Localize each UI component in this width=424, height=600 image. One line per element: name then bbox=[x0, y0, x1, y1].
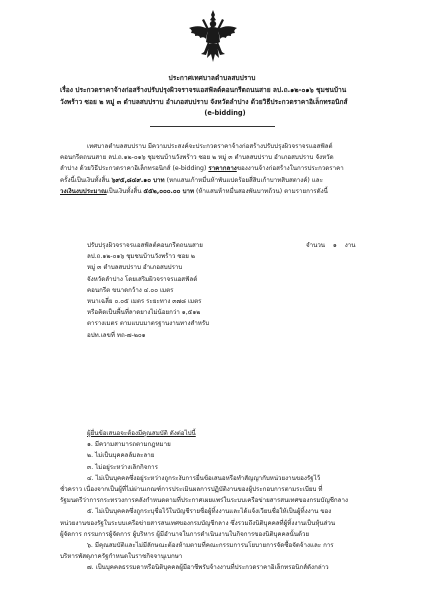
intro-text: ของงานจ้างก่อสร้างในการประกวดราคา bbox=[236, 165, 344, 173]
intro-line: เทศบาลตำบลสบปราบ มีความประสงค์จะประกวดราคาจ้างก่อสร้างปรับปรุงผิวจราจรแอสฟัลต์ bbox=[87, 143, 333, 150]
median-price-value: ๖๙๕,๘๔๙.๑๐ บาท bbox=[111, 176, 165, 184]
quantity-unit: งาน bbox=[344, 242, 356, 249]
subject-line: วังพร้าว ซอย ๒ หมู่ ๓ ตำบลสบปราบ อำเภอสบปราบ จังหวัดลำปาง ด้วยวิธีประกวดราคาอิเล็กทรอนิกส์ bbox=[60, 97, 348, 106]
qualification-line: ๑. มีความสามารถตามกฎหมาย bbox=[87, 441, 171, 449]
qualification-line: ๔. ไม่เป็นบุคคลซึ่งอยู่ระหว่างถูกระงับการยื่นข้อเสนอหรือทำสัญญากับหน่วยงานของรัฐไว้ bbox=[87, 474, 321, 482]
qualification-line: ๗. เป็นบุคคลธรรมดาหรือนิติบุคคลผู้มีอาชีพรับจ้างงานที่ประกวดราคาอิเล็กทรอนิกส์ดังกล่าว bbox=[87, 564, 329, 572]
intro-line: คอนกรีตถนนสาย ลป.ถ.๑๒-๐๑๖ ชุมชนบ้านวังพร้าว ซอย ๒ หมู่ ๓ ตำบลสบปราบ อำเภอสบปราบ จังหวัด bbox=[60, 154, 334, 162]
subject-block bbox=[60, 85, 390, 120]
item-line: ลป.ถ.๑๒-๐๑๖ ชุมชนบ้านวังพร้าว ซอย ๒ bbox=[87, 253, 195, 261]
intro-text: (ห้าแสนห้าหมื่นสองพันบาทถ้วน) ตามรายการดังนี้ bbox=[194, 187, 328, 195]
quantity-value: ๑ bbox=[332, 242, 337, 249]
item-line: จังหวัดลำปาง โดยเสริมผิวจราจรแอสฟัลต์ bbox=[87, 275, 198, 283]
item-line: ปรับปรุงผิวจราจรแอสฟัลต์คอนกรีตถนนสาย bbox=[87, 242, 203, 249]
item-line: อปท.เลขที่ ทถ-๗-๒๐๑ bbox=[87, 331, 146, 339]
qualification-line: ๓. ไม่อยู่ระหว่างเลิกกิจการ bbox=[87, 463, 158, 471]
intro-line bbox=[60, 175, 390, 186]
intro-text: ครั้งนี้เป็นเงินทั้งสิ้น bbox=[60, 176, 112, 184]
intro-line bbox=[60, 186, 390, 197]
intro-text: (หกแสนเก้าหมื่นห้าพันแปดร้อยสี่สิบเก้าบาทสิบสตางค์) และ bbox=[164, 176, 323, 184]
item-description bbox=[87, 240, 209, 341]
qualification-line: รัฐมนตรีว่าการกระทรวงการคลังกำหนดตามที่ประกาศเผยแพร่ในระบบเครือข่ายสารสนเทศของกรมบัญชีกลาง bbox=[60, 497, 348, 505]
item-line: หรือคิดเป็นพื้นที่ลาดยางไม่น้อยกว่า ๑,๕๑๒ bbox=[87, 309, 201, 317]
budget-value: ๕๕๒,๐๐๐.๐๐ บาท bbox=[143, 187, 195, 195]
qualification-line: ๒. ไม่เป็นบุคคลล้มละลาย bbox=[87, 452, 155, 460]
median-price-label: ราคากลาง bbox=[208, 165, 237, 173]
qualification-line: ๖. มีคุณสมบัติและไม่มีลักษณะต้องห้ามตามที่คณะกรรมการนโยบายการจัดซื้อจัดจ้างและ การ bbox=[87, 542, 334, 550]
qualification-line: บริหารพัสดุภาครัฐกำหนดในราชกิจจานุเบกษา bbox=[60, 553, 183, 561]
item-line: คอนกรีต ขนาดกว้าง ๔.๐๐ เมตร bbox=[87, 286, 174, 294]
item-line: หนาเฉลี่ย ๐.๐๕ เมตร ระยะทาง ๓๗๘ เมตร bbox=[87, 298, 202, 306]
qualifications-section bbox=[60, 428, 390, 574]
intro-text: ลำปาง ด้วยวิธีประกวดราคาอิเล็กทรอนิกส์ (e-bidding) bbox=[60, 165, 209, 173]
quantity-label: จำนวน bbox=[306, 242, 326, 249]
qualification-line: ๕. ไม่เป็นบุคคลซึ่งถูกระบุชื่อไว้ในบัญชีรายชื่อผู้ทิ้งงานและได้แจ้งเวียนชื่อให้เป็นผู้ทิ้งงาน ของ bbox=[87, 508, 332, 516]
qualification-line: หน่วยงานของรัฐในระบบเครือข่ายสารสนเทศของกรมบัญชีกลาง ซึ่งรวมถึงนิติบุคคลที่ผู้ทิ้งงานเป็นหุ้นส่วน bbox=[60, 519, 336, 527]
item-line: ตารางเมตร ตามแบบมาตรฐานงานทางสำหรับ bbox=[87, 320, 210, 328]
subject-line: (e-bidding) bbox=[204, 109, 246, 118]
item-quantity bbox=[306, 240, 355, 251]
qualifications-heading: ผู้ยื่นข้อเสนอจะต้องมีคุณสมบัติ ดังต่อไปนี้ bbox=[87, 430, 196, 437]
divider bbox=[150, 126, 275, 127]
intro-line bbox=[60, 163, 390, 174]
intro-paragraph bbox=[60, 141, 390, 197]
budget-label: วงเงินงบประมาณ bbox=[60, 187, 107, 195]
qualification-line: ชั่วคราว เนื่องจากเป็นผู้ที่ไม่ผ่านเกณฑ์การประเมินผลการปฏิบัติงานของผู้ประกอบการตามระเบียบ ที่ bbox=[60, 486, 323, 494]
subject-line: เรื่อง ประกวดราคาจ้างก่อสร้างปรับปรุงผิวจราจรแอสฟัลต์คอนกรีตถนนสาย ลป.ถ.๑๒-๐๑๖ ชุมชนบ้าน bbox=[60, 86, 347, 94]
intro-text: เป็นเงินทั้งสิ้น bbox=[106, 187, 144, 195]
garuda-emblem-icon bbox=[187, 8, 239, 66]
qualification-line: ผู้จัดการ กรรมการผู้จัดการ ผู้บริหาร ผู้มีอำนาจในการดำเนินงานในกิจการของนิติบุคคลนั้นด้วย bbox=[60, 530, 310, 538]
item-line: หมู่ ๓ ตำบลสบปราบ อำเภอสบปราบ bbox=[87, 264, 183, 272]
document-title: ประกาศเทศบาลตำบลสบปราบ bbox=[168, 74, 256, 82]
